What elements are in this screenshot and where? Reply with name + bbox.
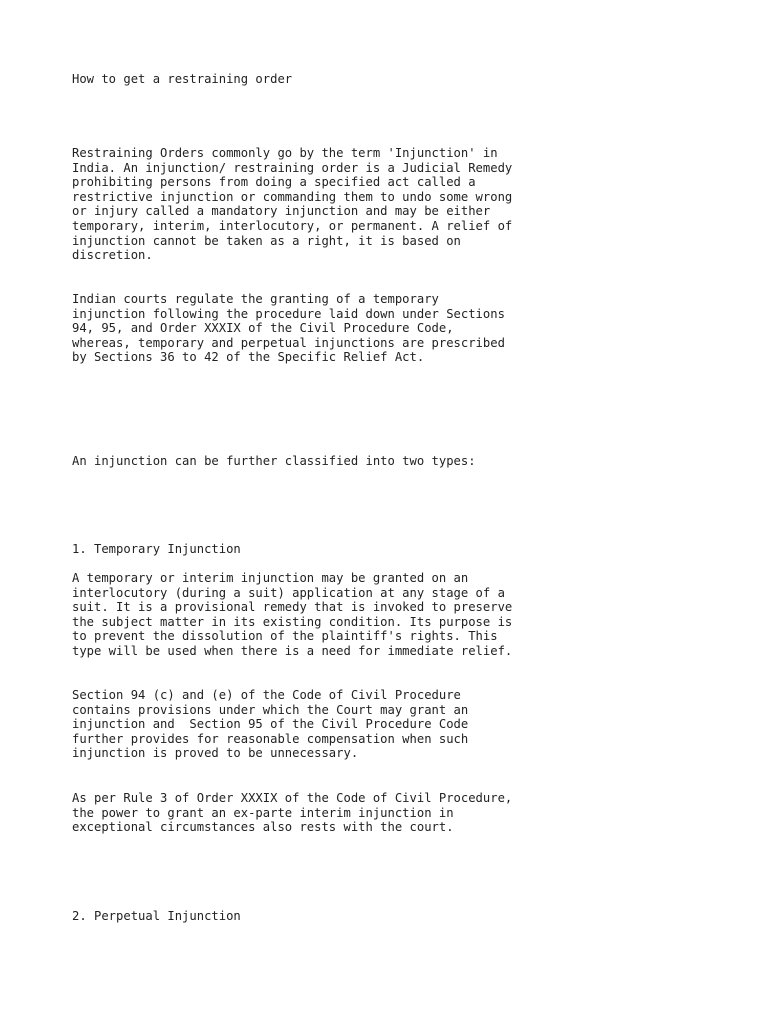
courts-paragraph-line: Indian courts regulate the granting of a temporary bbox=[72, 292, 439, 306]
rule3-paragraph-line: the power to grant an ex-parte interim injunction in bbox=[72, 805, 454, 820]
intro-paragraph-line: prohibiting persons from doing a specified act called a bbox=[72, 175, 476, 190]
section1-heading: 1. Temporary Injunction bbox=[72, 542, 241, 556]
section94-paragraph-line: injunction and Section 95 of the Civil Procedure Code bbox=[72, 717, 469, 732]
intro-paragraph-line: temporary, interim, interlocutory, or permanent. A relief of bbox=[72, 219, 513, 233]
courts-paragraph-line: by Sections 36 to 42 of the Specific Relief Act. bbox=[72, 350, 425, 365]
section94-paragraph-line: further provides for reasonable compensation when such bbox=[72, 731, 469, 746]
intro-paragraph-line: or injury called a mandatory injunction and may be either bbox=[72, 204, 491, 219]
intro-paragraph-line: Restraining Orders commonly go by the term 'Injunction' in bbox=[72, 146, 498, 160]
section94-paragraph-line: contains provisions under which the Court may grant an bbox=[72, 702, 469, 717]
intro-paragraph-line: injunction cannot be taken as a right, it is based on bbox=[72, 233, 461, 248]
courts-paragraph-line: whereas, temporary and perpetual injunctions are prescribed bbox=[72, 335, 505, 350]
intro-paragraph-line: discretion. bbox=[72, 248, 153, 263]
types-intro: An injunction can be further classified into two types: bbox=[72, 454, 476, 468]
section1-paragraph-line: A temporary or interim injunction may be granted on an bbox=[72, 571, 469, 585]
courts-paragraph-line: injunction following the procedure laid down under Sections bbox=[72, 306, 505, 321]
page-title: How to get a restraining order bbox=[72, 72, 293, 86]
courts-paragraph-line: 94, 95, and Order XXXIX of the Civil Procedure Code, bbox=[72, 321, 454, 336]
section2-heading: 2. Perpetual Injunction bbox=[72, 909, 241, 923]
section1-paragraph-line: the subject matter in its existing condition. Its purpose is bbox=[72, 614, 513, 629]
section1-paragraph-line: interlocutory (during a suit) application at any stage of a bbox=[72, 585, 505, 600]
section1-paragraph-line: type will be used when there is a need for immediate relief. bbox=[72, 644, 513, 658]
section94-paragraph-line: Section 94 (c) and (e) of the Code of Civil Procedure bbox=[72, 688, 461, 702]
section1-paragraph-line: to prevent the dissolution of the plaintiff's rights. This bbox=[72, 629, 498, 644]
intro-paragraph-line: India. An injunction/ restraining order is a Judicial Remedy bbox=[72, 160, 513, 175]
rule3-paragraph-line: As per Rule 3 of Order XXXIX of the Code of Civil Procedure, bbox=[72, 791, 513, 805]
rule3-paragraph-line: exceptional circumstances also rests with the court. bbox=[72, 820, 454, 835]
intro-paragraph-line: restrictive injunction or commanding them to undo some wrong bbox=[72, 189, 513, 204]
section94-paragraph-line: injunction is proved to be unnecessary. bbox=[72, 746, 359, 761]
section1-paragraph-line: suit. It is a provisional remedy that is invoked to preserve bbox=[72, 600, 513, 615]
